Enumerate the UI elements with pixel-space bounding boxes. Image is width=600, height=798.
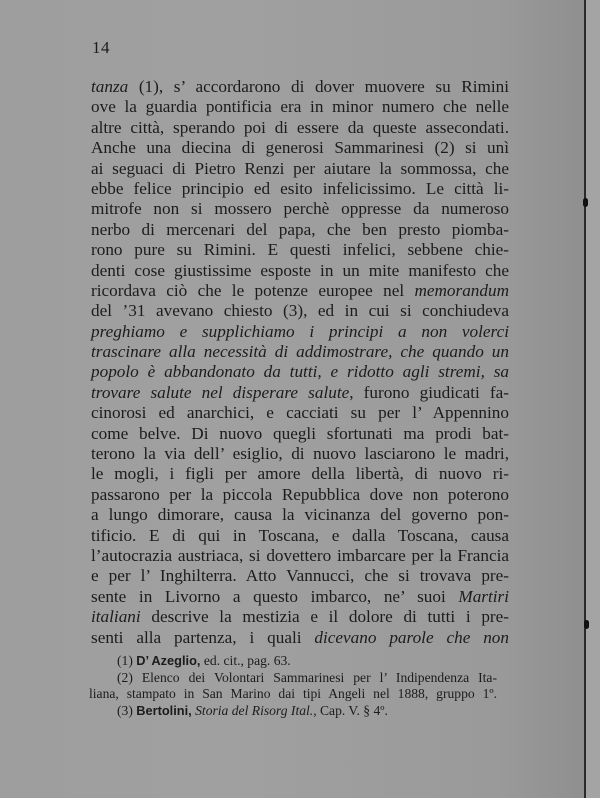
text-line — [91, 342, 509, 362]
text-line — [91, 628, 509, 648]
text-line — [91, 464, 509, 484]
text-segment: a lungo dimorare, causa la vicinanza del governo pon- — [91, 505, 509, 525]
text-segment: altre città, sperando poi di essere da queste assecondati. — [91, 117, 509, 137]
text-line — [91, 424, 509, 444]
italic-text: preghiamo e supplichiamo i principi a non volerci — [91, 321, 509, 341]
text-segment: nerbo di mercenari del papa, che ben presto piomba- — [91, 219, 509, 239]
text-line — [91, 261, 509, 281]
text-line — [91, 362, 509, 382]
italic-text: dicevano parole che non — [314, 627, 509, 647]
text-line — [91, 485, 509, 505]
text-segment: tificio. E di qui in Toscana, e dalla Toscana, causa — [91, 525, 509, 545]
text-line — [91, 220, 509, 240]
text-segment: l’autocrazia austriaca, si dovettero imbarcare per la Francia — [91, 545, 509, 565]
edge-blemish — [584, 620, 589, 629]
text-segment: del ’31 avevano chiesto (3), ed in cui si conchiudeva — [91, 301, 509, 321]
italic-text: trovare salute nel disperare salute — [91, 382, 350, 402]
text-line — [91, 587, 509, 607]
text-line — [91, 159, 509, 179]
text-line — [91, 138, 509, 158]
text-segment: (1), s’ accordarono di dover muovere su Rimini — [128, 77, 509, 96]
text-line — [91, 281, 509, 301]
text-segment: come belve. Di nuovo quegli sfortunati ma prodi bat- — [91, 423, 509, 443]
text-segment: ricordava ciò che le potenze europee nel — [91, 280, 415, 300]
text-line — [91, 546, 509, 566]
text-segment: descrive la mestizia e il dolore di tutti i pre- — [140, 607, 509, 627]
text-segment: e per l’ Inghilterra. Atto Vannucci, che si trovava pre- — [91, 566, 509, 586]
work-title: Storia del Risorg Ital. — [195, 702, 314, 718]
text-segment: senti alla partenza, i quali — [91, 627, 315, 647]
text-line — [91, 199, 509, 219]
italic-text: tanza — [91, 77, 129, 96]
text-line — [91, 77, 509, 97]
edge-blemish — [583, 198, 588, 207]
text-segment: sente in Livorno a questo imbarco, ne’ suoi — [91, 586, 459, 606]
footnote-text: , Cap. V. § 4º. — [313, 702, 388, 718]
text-segment: , furono giudicati fa- — [349, 382, 509, 402]
main-text — [91, 77, 509, 648]
text-segment: Anche una diecina di generosi Sammarinesi (2) si unì — [91, 138, 509, 158]
text-line — [91, 505, 509, 525]
footnote-text: ed. cit., pag. 63. — [200, 653, 291, 668]
italic-text: italiani — [91, 607, 141, 627]
text-segment: ai seguaci di Pietro Renzi per aiutare la sommossa, che — [91, 158, 509, 178]
text-segment: ove la guardia pontificia era in minor numero che nelle — [91, 97, 509, 117]
italic-text: memorandum — [414, 280, 509, 300]
footnote-line — [89, 703, 497, 720]
text-line — [91, 118, 509, 138]
text-line — [91, 607, 509, 627]
text-line — [91, 322, 509, 342]
italic-text: trascinare alla necessità di addimostrare, che quando un — [91, 342, 509, 362]
text-segment: mitrofe non si mossero perchè oppresse da numeroso — [91, 199, 509, 219]
footnote-line — [89, 670, 497, 687]
adjacent-page-strip — [586, 0, 600, 798]
text-line — [91, 240, 509, 260]
text-line — [91, 526, 509, 546]
text-line — [91, 179, 509, 199]
text-line — [91, 444, 509, 464]
text-segment: denti cose giustissime esposte in un mite manifesto che — [91, 260, 509, 280]
text-line — [91, 97, 509, 117]
text-line — [91, 403, 509, 423]
page-number: 14 — [92, 38, 110, 57]
footnote-text: liana, stampato in San Marino dai tipi Angeli nel 1888, gruppo 1º. — [89, 686, 497, 702]
text-segment: le mogli, i figli per amore della libertà, di nuovo ri- — [91, 464, 509, 484]
footnote-text: (2) Elenco dei Volontari Sammarinesi per l’ Indipendenza Ita- — [117, 669, 497, 685]
italic-text: popolo è abbandonato da tutti, e ridotto agli stremi, sa — [91, 362, 509, 382]
text-segment: ebbe felice principio ed esito infelicissimo. Le città li- — [91, 178, 509, 198]
text-line — [91, 566, 509, 586]
author-name: D’ Azeglio, — [136, 653, 201, 668]
italic-text: Martiri — [458, 586, 509, 606]
footnote-line — [89, 653, 497, 670]
text-segment: terono la via dell’ esiglio, di nuovo lasciarono le madri, — [91, 444, 509, 464]
text-segment: rono pure su Rimini. E questi infelici, sebbene chie- — [91, 240, 509, 260]
text-segment: passarono per la piccola Repubblica dove non poterono — [91, 484, 509, 504]
footnote-text: (1) — [117, 653, 137, 668]
footnote-line — [89, 686, 497, 703]
author-name: Bertolini, — [136, 702, 192, 718]
footnotes — [89, 653, 497, 719]
text-segment: cinorosi ed anarchici, e cacciati su per l’ Appennino — [91, 403, 509, 423]
text-line — [91, 301, 509, 321]
footnote-text: (3) — [117, 702, 137, 718]
text-line — [91, 383, 509, 403]
